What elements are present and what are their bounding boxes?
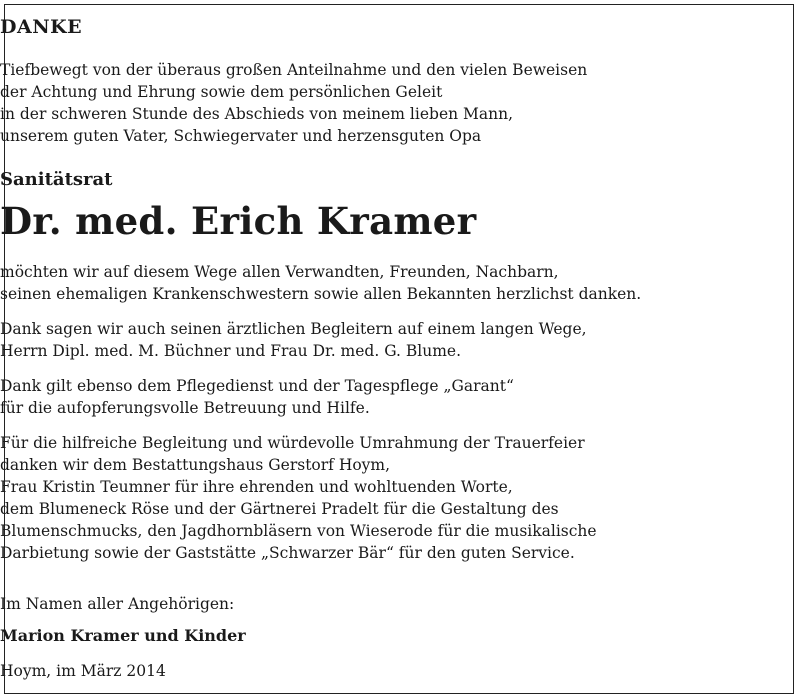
thanks-line: dem Blumeneck Röse und der Gärtnerei Pradelt für die Gestaltung des — [0, 500, 559, 518]
thanks-line: seinen ehemaligen Krankenschwestern sowie allen Bekannten herzlichst danken. — [0, 285, 642, 303]
intro-line: unserem guten Vater, Schwiegervater und herzensguten Opa — [0, 127, 482, 145]
thanks-line: für die aufopferungsvolle Betreuung und Hilfe. — [0, 399, 370, 417]
thanks-general-paragraph — [0, 261, 800, 305]
thanks-line: möchten wir auf diesem Wege allen Verwandten, Freunden, Nachbarn, — [0, 263, 559, 281]
thanks-funeral-paragraph — [0, 432, 800, 564]
thanks-doctors-paragraph — [0, 318, 800, 362]
thanks-line: Dank sagen wir auch seinen ärztlichen Begleitern auf einem langen Wege, — [0, 320, 587, 338]
thanks-care-paragraph — [0, 375, 800, 419]
intro-line: der Achtung und Ehrung sowie dem persönlichen Geleit — [0, 83, 443, 101]
signers: Marion Kramer und Kinder — [0, 626, 246, 645]
thanks-line: Blumenschmucks, den Jagdhornbläsern von Wieserode für die musikalische — [0, 522, 597, 540]
thanks-line: Herrn Dipl. med. M. Büchner und Frau Dr. med. G. Blume. — [0, 342, 462, 360]
thanks-line: Darbietung sowie der Gaststätte „Schwarzer Bär“ für den guten Service. — [0, 544, 575, 562]
thanks-line: Für die hilfreiche Begleitung und würdevolle Umrahmung der Trauerfeier — [0, 434, 585, 452]
notice-heading: DANKE — [0, 16, 83, 38]
intro-paragraph — [0, 59, 800, 147]
thanks-line: danken wir dem Bestattungshaus Gerstorf Hoym, — [0, 456, 391, 474]
thanks-line: Frau Kristin Teumner für ihre ehrenden und wohltuenden Worte, — [0, 478, 513, 496]
deceased-name: Dr. med. Erich Kramer — [0, 199, 477, 243]
deceased-title: Sanitätsrat — [0, 169, 113, 190]
thanks-line: Dank gilt ebenso dem Pflegedienst und der Tagespflege „Garant“ — [0, 377, 514, 395]
place-date: Hoym, im März 2014 — [0, 662, 166, 680]
intro-line: Tiefbewegt von der überaus großen Anteilnahme und den vielen Beweisen — [0, 61, 588, 79]
closing-line: Im Namen aller Angehörigen: — [0, 595, 235, 613]
intro-line: in der schweren Stunde des Abschieds von meinem lieben Mann, — [0, 105, 514, 123]
